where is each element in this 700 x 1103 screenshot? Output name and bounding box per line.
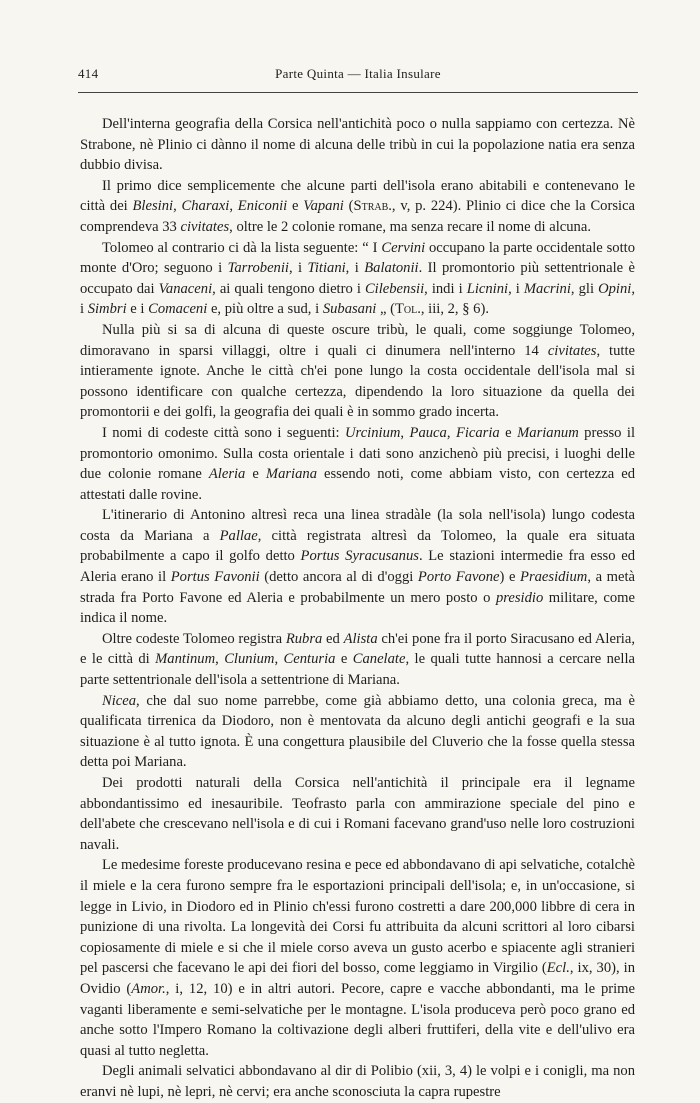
text-run: , i [288,260,308,277]
text-run: occupano la parte occidentale sotto monte d'Oro; seguono i [80,239,635,277]
text-run: Dei prodotti naturali della Corsica nell'antichità il principale era il legname abbondantissimo ed inesauribile. Teofrasto parla con ammirazione speciale del pino e dell'abete che crescevano nell'isola e di cui i Romani facevano grand'uso nelle loro costruzioni navali. [80,775,635,853]
text-run: . Le stazioni intermedie fra esso ed Aleria erano il [80,548,635,586]
italic-text: Urcinium [345,424,401,441]
text-run: e [499,424,518,441]
text-run: (detto ancora al di d'oggi [259,569,418,586]
italic-text: Clunium [224,651,275,668]
italic-text: Rubra [285,630,323,647]
text-run: , [274,651,284,668]
body-text [80,114,635,1103]
text-run: , [400,424,410,441]
italic-text: Ecl. [546,960,570,977]
italic-text: Tarrobenii [227,260,289,277]
italic-text: Mariana [265,466,317,483]
text-run: ed [322,630,344,647]
small-caps-text: Tol. [394,301,421,318]
text-run: , [215,651,225,668]
italic-text: Opini [598,280,632,297]
paragraph [80,691,635,773]
text-run: , tutte intieramente ignote. Anche le città ch'ei pone lungo la costa occidentale dell'isola mal si possono identificare con qualche certezza, dipendendo la loro situazione da quella dei promontorii e dei golfi, la geografia dei quali è in sommo grado incerta. [80,342,635,421]
italic-text: Porto Favone [417,569,500,586]
text-run: , che dal suo nome parrebbe, come già abbiamo detto, una colonia greca, ma è qualificata tirrenica da Diodoro, non è mentovata da alcuno degli antichi geografi e la sua situazione è al tutto ignota. È una congettura plausibile del Cluverio che la fosse quella stessa detta poi Mariana. [80,692,635,771]
italic-text: Balatonii [364,260,419,277]
italic-text: Licnini [466,280,509,297]
italic-text: Subasani [322,301,377,318]
paragraph [80,176,635,238]
text-run: Il primo dice semplicemente che alcune parti dell'isola erano abitabili e contenevano le città dei [80,177,635,215]
text-run: , i [345,260,365,277]
text-run: , i [508,280,524,297]
text-run: , v, p. 224). Plinio ci dice che la Corsica comprendeva 33 [80,198,636,235]
italic-text: Vanaceni [158,280,213,297]
text-run: e, più oltre a sud, i [207,301,323,318]
italic-text: Charaxi [181,198,230,215]
text-run: e i [126,301,149,318]
italic-text: presidio [495,589,544,606]
italic-text: Mantinum [155,651,216,668]
header-rule [78,92,638,93]
text-run: presso il promontorio omonimo. Sulla costa orientale i dati sono anzichenò più precisi, i luoghi delle due colonie romane [80,424,636,483]
paragraph [80,629,635,691]
italic-text: Aleria [208,466,246,483]
text-run: Le medesime foreste producevano resina e pece ed abbondavano di api selvatiche, cotalchè il miele e la cera furono sempre fra le esportazioni principali dell'isola; e, in un'occasione, si legge in Livio, in Diodoro ed in Plinio ch'essi furono costretti a dare 200,000 libbre di cera in punizione di una rivolta. La longevità dei Corsi fu attribuita da alcuni scrittori al loro cibarsi copiosamente di miele e si che il miele corso aveva un gusto acerbo e spiacente agli stranieri pel pascersi che facevano le api dei fiori del bosso, come leggiamo in Virgilio ( [80,857,635,977]
page-number: 414 [78,66,99,81]
text-run: Dell'interna geografia della Corsica nell'antichità poco o nulla sappiamo con certezza. Nè Strabone, nè Plinio ci dànno il nome di alcuna delle tribù in cui la popolazione natia era senza dubbio divisa. [80,116,635,174]
text-run: , oltre le 2 colonie romane, ma senza recare il nome di alcuna. [229,218,591,235]
small-caps-text: Strab. [353,198,392,215]
text-run: ch'ei pone fra il porto Siracusano ed Aleria, e le città di [80,630,635,668]
italic-text: Cilebensii [364,280,425,297]
italic-text: Macrini [523,280,571,297]
italic-text: Centuria [283,651,336,668]
italic-text: Blesini [132,198,174,215]
text-run: , a metà strada fra Porto Favone ed Aleria e probabilmente un mero posto o [80,569,635,606]
text-run: , ix, 30), in Ovidio ( [80,960,635,997]
italic-text: Cervini [381,239,426,256]
text-run: , ai quali tengono dietro i [212,280,365,297]
text-run: Oltre codeste Tolomeo registra [102,630,286,647]
text-run: , [229,198,238,215]
text-run: ) e [499,569,521,586]
paragraph [80,320,635,423]
paragraph [80,238,635,320]
paragraph [80,505,635,629]
text-run: , le quali tutte hannosi a cercare nella parte settentrionale dell'isola a settentrione di Mariana. [80,651,635,689]
italic-text: Vapani [303,198,344,215]
text-run: , [173,198,182,215]
italic-text: Simbri [87,301,127,318]
text-run: militare, come indica il nome. [80,589,635,627]
paragraph [80,1061,635,1102]
paragraph [80,423,635,505]
text-run: e [287,198,304,215]
text-run: Degli animali selvatici abbondavano al dir di Polibio (xii, 3, 4) le volpi e i conigli, ma non eranvi nè lupi, nè lepri, nè cervi; era anche sconosciuta la capra rupestre [80,1063,635,1100]
italic-text: Portus Favonii [170,569,260,586]
italic-text: Comaceni [148,301,208,318]
running-title: Parte Quinta — Italia Insulare [275,66,441,81]
text-run: I nomi di codeste città sono i seguenti: [102,424,346,441]
text-run: Tolomeo al contrario ci dà la lista seguente: “ I [102,239,382,256]
italic-text: Portus Syracusanus [300,548,419,565]
text-run: , i [80,280,635,318]
italic-text: Marianum [517,424,579,441]
italic-text: Titiani [307,260,346,277]
italic-text: civitates [180,218,230,235]
page-header [78,66,638,86]
text-run: , città registrata altresì da Tolomeo, la quale era situata probabilmente a capo il golfo detto [80,527,635,565]
text-run: L'itinerario di Antonino altresì reca una linea stradàle (la sola nell'isola) lungo codesta costa da Mariana a [80,507,635,544]
text-run: , indi i [424,280,467,297]
text-run: , gli [570,280,599,297]
text-run: essendo noti, come abbiam visto, con certezza ed attestati dalle rovine. [80,466,635,503]
italic-text: Canelate [352,651,406,668]
italic-text: civitates [547,342,597,359]
italic-text: Ficaria [455,424,500,441]
text-run: , i, 12, 10) e in altri autori. Pecore, capre e vacche abbondanti, ma le prime vaganti liberamente e semi-selvatiche per le montagne. L'isola produceva però poco grano ed anche sotto l'Impero Romano la coltivazione degli alberi fruttiferi, della vite e dell'ulivo era quasi al tutto negletta. [80,980,635,1059]
italic-text: Nicea [102,692,137,709]
paragraph [80,773,635,855]
italic-text: Alista [343,630,378,647]
text-run: Nulla più si sa di alcuna di queste oscure tribù, le quali, come soggiunge Tolomeo, dimoravano in sparsi villaggi, oltre i quali ci dinumera nell'interno 14 [80,321,635,359]
text-run: , [446,424,456,441]
paragraph [80,855,635,1061]
text-run: , iii, 2, § 6). [420,301,489,318]
italic-text: Amor. [131,980,166,997]
italic-text: Pallae [219,527,258,544]
text-run: ( [343,198,354,215]
text-run: e [335,651,353,668]
italic-text: Pauca [409,424,447,441]
italic-text: Praesidium [520,569,588,586]
italic-text: Eniconii [237,198,288,215]
text-run: e [245,466,266,483]
paragraph [80,114,635,176]
text-run: . Il promontorio più settentrionale è occupato dai [80,260,636,297]
text-run: „ ( [376,301,395,318]
